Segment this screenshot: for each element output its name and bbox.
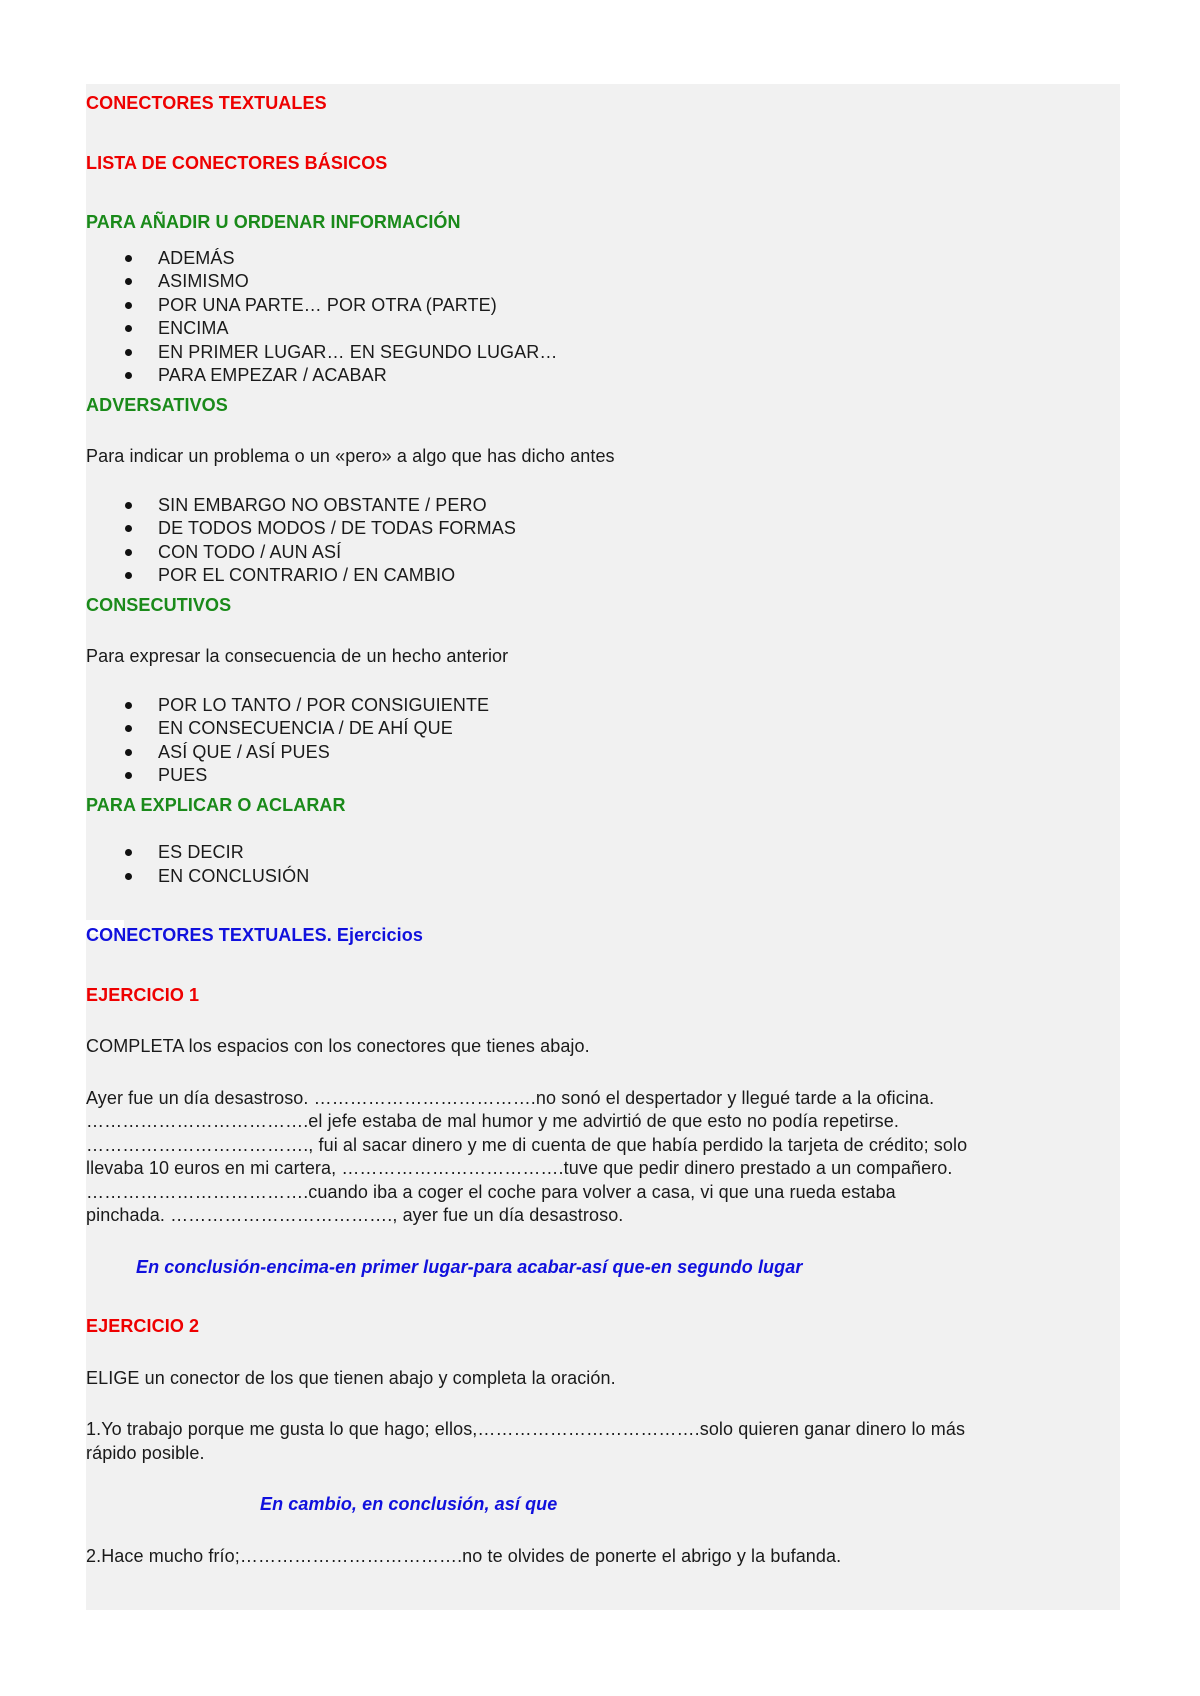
list-item: SIN EMBARGO NO OBSTANTE / PERO — [158, 494, 1106, 518]
exercise-1-instruction: COMPLETA los espacios con los conectores que tienes abajo. — [86, 1036, 590, 1056]
exercise-2-options: En cambio, en conclusión, así que — [260, 1494, 558, 1514]
question-line: 1.Yo trabajo porque me gusta lo que hago; ellos,……………………………….solo quieren ganar dinero lo más — [86, 1419, 966, 1439]
exercise-1-line: Ayer fue un día desastroso. ……………………………….no sonó el despertador y llegué tarde a la oficina. — [86, 1087, 935, 1108]
list-item: EN PRIMER LUGAR… EN SEGUNDO LUGAR… — [158, 341, 1106, 365]
section-description: Para expresar la consecuencia de un hecho anterior — [86, 646, 509, 666]
document-subtitle: LISTA DE CONECTORES BÁSICOS — [86, 152, 388, 173]
connector-list — [86, 841, 1106, 888]
exercise-1-text — [86, 1087, 1106, 1228]
question-line: rápido posible. — [86, 1442, 205, 1463]
list-item: POR UNA PARTE… POR OTRA (PARTE) — [158, 294, 1106, 318]
exercise-1-line: pinchada. ………………………………., ayer fue un día desastroso. — [86, 1205, 624, 1225]
list-item: POR EL CONTRARIO / EN CAMBIO — [158, 564, 1106, 588]
list-item: PARA EMPEZAR / ACABAR — [158, 364, 1106, 388]
document-title: CONECTORES TEXTUALES — [86, 93, 327, 113]
list-item: ASIMISMO — [158, 270, 1106, 294]
list-item: CON TODO / AUN ASÍ — [158, 541, 1106, 565]
exercises-title: CONECTORES TEXTUALES. Ejercicios — [86, 925, 423, 945]
list-item: POR LO TANTO / POR CONSIGUIENTE — [158, 694, 1106, 718]
list-item: ES DECIR — [158, 841, 1106, 865]
exercise-2-title: EJERCICIO 2 — [86, 1316, 200, 1336]
list-item: PUES — [158, 764, 1106, 788]
exercise-1-line: llevaba 10 euros en mi cartera, ……………………………….tuve que pedir dinero prestado a un compañero. — [86, 1158, 953, 1178]
exercise-2-question-1 — [86, 1418, 1106, 1465]
connector-list — [86, 494, 1106, 588]
exercise-1-title: EJERCICIO 1 — [86, 984, 200, 1005]
list-item: ENCIMA — [158, 317, 1106, 341]
exercise-2-instruction: ELIGE un conector de los que tienen abajo y completa la oración. — [86, 1367, 616, 1388]
connector-list — [86, 694, 1106, 788]
section-heading: CONSECUTIVOS — [86, 594, 232, 615]
exercise-1-line: ………………………………., fui al sacar dinero y me di cuenta de que había perdido la tarjeta de crédito; solo — [86, 1134, 968, 1155]
list-item: EN CONSECUENCIA / DE AHÍ QUE — [158, 717, 1106, 741]
document-content — [86, 92, 1106, 1568]
section-heading: PARA AÑADIR U ORDENAR INFORMACIÓN — [86, 212, 461, 232]
list-item: ADEMÁS — [158, 247, 1106, 271]
section-description: Para indicar un problema o un «pero» a algo que has dicho antes — [86, 446, 615, 466]
list-item: DE TODOS MODOS / DE TODAS FORMAS — [158, 517, 1106, 541]
exercise-1-line: ……………………………….cuando iba a coger el coche para volver a casa, vi que una rueda estaba — [86, 1181, 896, 1202]
section-heading: ADVERSATIVOS — [86, 394, 228, 415]
section-heading: PARA EXPLICAR O ACLARAR — [86, 794, 346, 815]
exercise-1-options: En conclusión-encima-en primer lugar-para acabar-así que-en segundo lugar — [136, 1256, 803, 1277]
list-item: EN CONCLUSIÓN — [158, 865, 1106, 889]
exercise-2-question-2: 2.Hace mucho frío;……………………………….no te olvides de ponerte el abrigo y la bufanda. — [86, 1545, 842, 1566]
exercise-1-line: ……………………………….el jefe estaba de mal humor y me advirtió de que esto no podía repetirse. — [86, 1111, 899, 1131]
list-item: ASÍ QUE / ASÍ PUES — [158, 741, 1106, 765]
connector-list — [86, 247, 1106, 388]
